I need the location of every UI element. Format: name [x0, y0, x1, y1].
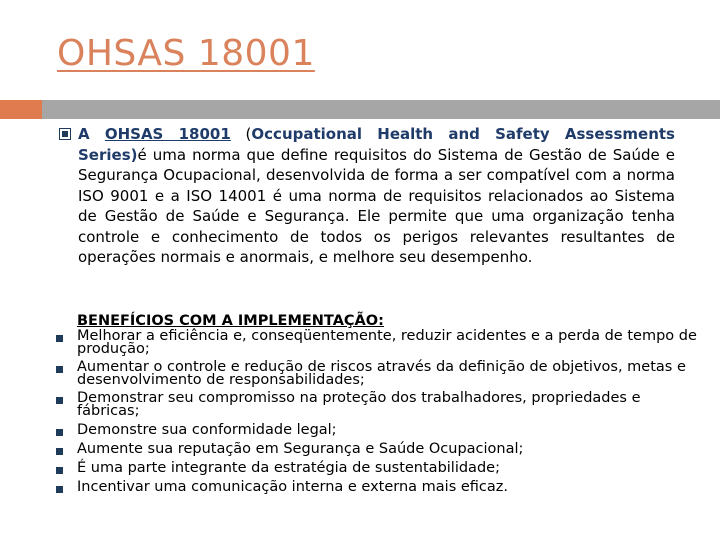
checkbox-bullet-icon — [59, 128, 71, 140]
intro-text: é uma norma que define requisitos do Sistema de Gestão de Saúde e Segurança Ocupacional, desenvolvida de forma a ser compatível com a norma ISO 9001 e a ISO 14001 é uma norma de requisitos relacionados ao Sistema de Gestão de Saúde e Segurança. Ele permite que uma organização tenha controle e conhecimento de todos os perigos relevantes resultantes de operações normais e anormais, e melhore seu desempenho. — [78, 145, 675, 266]
square-bullet-icon — [56, 448, 63, 455]
list-item — [77, 424, 697, 437]
intro-paragraph — [78, 124, 675, 268]
list-item-text: Incentivar uma comunicação interna e externa mais eficaz. — [77, 479, 509, 495]
list-item — [77, 462, 697, 475]
list-item — [77, 361, 697, 387]
accent-bar-orange — [0, 100, 42, 119]
square-bullet-icon — [56, 366, 63, 373]
list-item — [77, 443, 697, 456]
standard-full-name: Occupational Health and Safety Assessments Series) — [78, 125, 675, 164]
intro-paragraph-block — [59, 124, 675, 268]
accent-bar-gray — [42, 100, 720, 119]
page-title: OHSAS 18001 — [57, 33, 315, 74]
list-item-text: Demonstrar seu compromisso na proteção dos trabalhadores, propriedades e fábricas; — [77, 390, 641, 419]
list-item — [77, 330, 697, 356]
square-bullet-icon — [56, 397, 63, 404]
list-item-text: Melhorar a eficiência e, conseqüentemente, reduzir acidentes e a perda de tempo de produção; — [77, 328, 697, 357]
benefits-heading: BENEFÍCIOS COM A IMPLEMENTAÇÃO: — [77, 313, 384, 329]
paren-open: ( — [230, 125, 252, 143]
square-bullet-icon — [56, 486, 63, 493]
square-bullet-icon — [56, 429, 63, 436]
intro-prefix: A — [78, 125, 105, 143]
square-bullet-icon — [56, 335, 63, 342]
benefits-section — [77, 313, 697, 494]
list-item — [77, 392, 697, 418]
square-bullet-icon — [56, 467, 63, 474]
list-item-text: Aumente sua reputação em Segurança e Saúde Ocupacional; — [77, 441, 524, 457]
benefits-list — [77, 330, 697, 494]
list-item-text: É uma parte integrante da estratégia de sustentabilidade; — [77, 460, 500, 476]
list-item-text: Aumentar o controle e redução de riscos através da definição de objetivos, metas e desenvolvimento de responsabilidades; — [77, 359, 686, 388]
list-item-text: Demonstre sua conformidade legal; — [77, 422, 337, 438]
list-item — [77, 481, 697, 494]
standard-name-link[interactable]: OHSAS 18001 — [104, 125, 231, 143]
